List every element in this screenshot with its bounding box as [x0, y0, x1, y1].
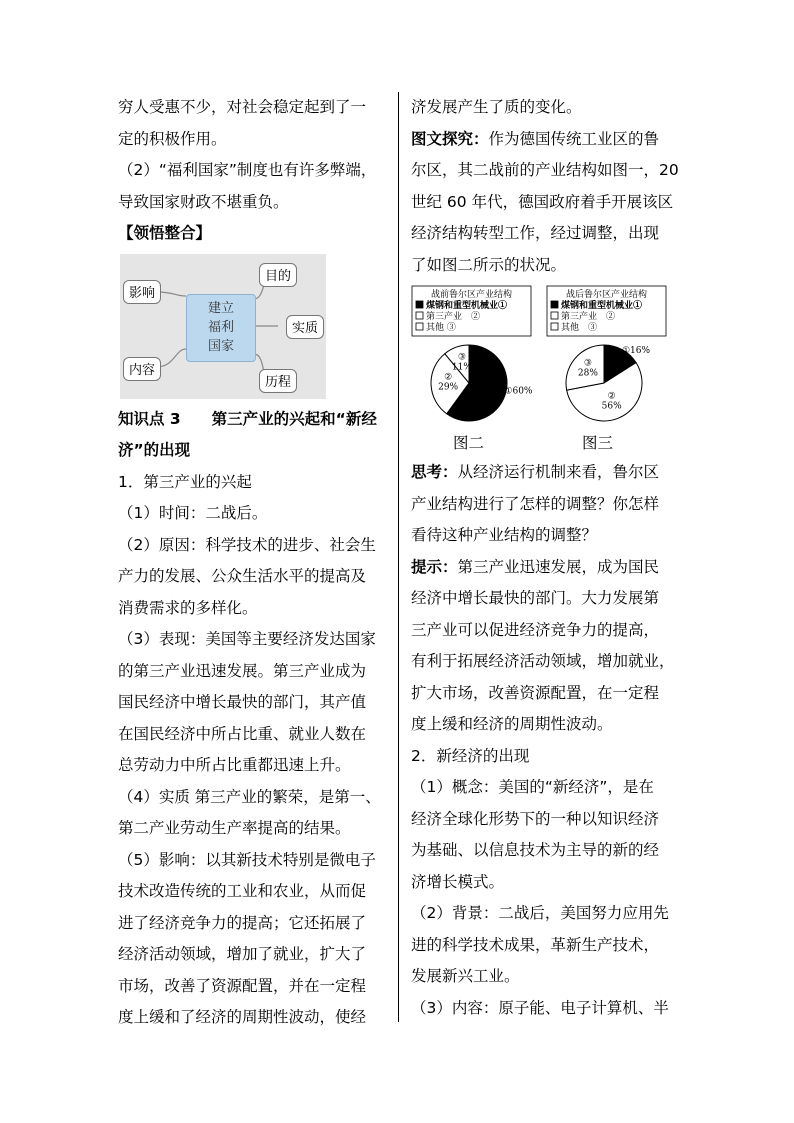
chart-title: 战前鲁尔区产业结构: [430, 290, 513, 300]
text-line: 济增长模式。: [411, 872, 505, 891]
text-line: 度上缓和经济的周期性波动。: [411, 715, 613, 733]
text-line: 第二产业劳动生产率提高的结果。: [118, 819, 351, 837]
chart-title: 战后鲁尔区产业结构: [565, 290, 648, 300]
pie-chart-postwar: [546, 285, 671, 430]
section-heading: 济”的出现: [118, 441, 191, 459]
section-heading: 知识点 3 第三产业的兴起和“新经: [118, 409, 377, 428]
text-line: 发展新兴工业。: [411, 967, 520, 985]
text-line: 看待这种产业结构的调整？: [411, 526, 598, 544]
text-line: 尔区，其二战前的产业结构如图一，20: [411, 161, 679, 179]
text-line: 经济中增长最快的部门。大力发展第: [411, 589, 660, 607]
text-line: 市场，改善了资源配置，并在一定程: [118, 976, 367, 995]
figure-caption: 图三: [582, 434, 614, 452]
mind-map-node-history: 历程: [259, 369, 297, 393]
text-line: 产业结构进行了怎样的调整？你怎样: [411, 494, 660, 513]
text-line: （2）“福利国家”制度也有许多弊端，: [118, 161, 377, 179]
text-line: 在国民经济中所占比重、就业人数在: [118, 724, 367, 743]
mind-map-node-purpose: 目的: [259, 263, 297, 287]
legend-swatch: [416, 323, 423, 330]
slice-label-line: 11%: [451, 362, 472, 373]
mind-map-node-content: 内容: [123, 357, 161, 381]
text-line: （3）内容：原子能、电子计算机、半: [411, 998, 669, 1017]
inline-label: 提示：: [411, 557, 458, 576]
column-divider: [398, 92, 399, 1022]
mind-map-node-influence: 影响: [123, 280, 161, 304]
text-line: 技术改造传统的工业和农业，从而促: [118, 882, 367, 900]
text-line: [411, 124, 686, 156]
text-line: （3）表现：美国等主要经济发达国家: [118, 630, 376, 648]
pie-chart-prewar: [411, 285, 536, 430]
text-line: [411, 552, 686, 584]
mind-map-node-essence: 实质: [286, 315, 324, 339]
text-line: 2．新经济的出现: [411, 746, 530, 765]
text-line: 1．第三产业的兴起: [118, 472, 252, 491]
text-line: 定的积极作用。: [118, 129, 227, 148]
slice-label-line: ②: [444, 372, 453, 383]
text-line: 总劳动力中所占比重都迅速上升。: [118, 756, 351, 774]
legend-swatch: [551, 323, 558, 330]
slice-label-line: 56%: [601, 401, 622, 412]
text-line: 济发展产生了质的变化。: [411, 98, 582, 116]
slice-label: [504, 386, 533, 396]
legend-swatch: [416, 312, 423, 319]
text-line: [411, 457, 686, 489]
text-line: 消费需求的多样化。: [118, 598, 258, 617]
legend-label: 其他 ③: [561, 323, 598, 333]
slice-label-line: ②: [607, 391, 616, 402]
text-line: 进了经济竞争力的提高；它还拓展了: [118, 913, 367, 932]
text-fragment: 从经济运行机制来看，鲁尔区: [457, 463, 660, 481]
mind-map-center-line: 国家: [207, 338, 234, 354]
mind-map: [120, 254, 326, 399]
right-column: [411, 92, 686, 1024]
text-line: 导致国家财政不堪重负。: [118, 192, 289, 211]
text-line: （1）概念：美国的“新经济”，是在: [411, 778, 654, 796]
text-line: （2）背景：二战后，美国努力应用先: [411, 904, 669, 922]
text-line: （2）原因：科学技术的进步、社会生: [118, 535, 376, 554]
text-line: 进的科学技术成果，革新生产技术，: [411, 935, 660, 954]
text-line: 穷人受惠不少，对社会稳定起到了一: [118, 98, 367, 116]
legend-swatch: [551, 301, 558, 308]
slice-label-line: ①16%: [621, 346, 651, 356]
inline-label: 思考：: [411, 463, 458, 481]
text-line: 经济全球化形势下的一种以知识经济: [411, 809, 660, 828]
text-line: 经济结构转型工作，经过调整，出现: [411, 224, 660, 242]
legend-label: 煤钢和重型机械业①: [561, 301, 643, 311]
text-line: 世纪 60 年代，德国政府着手开展该区: [411, 192, 674, 211]
figure-caption: 图二: [453, 434, 485, 452]
text-line: （5）影响：以其新技术特别是微电子: [118, 850, 376, 869]
legend-swatch: [551, 312, 558, 319]
legend-label: 煤钢和重型机械业①: [426, 301, 508, 311]
legend-swatch: [416, 301, 423, 308]
slice-label-line: ③: [583, 358, 592, 369]
left-column: [118, 92, 388, 1034]
text-fragment: 作为德国传统工业区的鲁: [488, 129, 660, 148]
text-line: 的第三产业迅速发展。第三产业成为: [118, 661, 367, 680]
text-line: 扩大市场，改善资源配置，在一定程: [411, 683, 660, 702]
text-line: 三产业可以促进经济竞争力的提高，: [411, 620, 660, 639]
mind-map-center-line: 建立: [207, 300, 234, 316]
mind-map-center-line: 福利: [207, 319, 234, 335]
text-line: 经济活动领域，增加了就业，扩大了: [118, 945, 367, 963]
text-fragment: 第三产业迅速发展，成为国民: [457, 557, 660, 576]
slice-label-line: ①60%: [504, 386, 533, 397]
slice-label-line: 28%: [577, 368, 598, 379]
mind-map-center: [186, 294, 256, 362]
slice-label: [622, 346, 651, 356]
section-label: 【领悟整合】: [118, 224, 212, 242]
slice-label-line: 29%: [438, 382, 459, 393]
inline-label: 图文探究：: [411, 129, 489, 148]
legend-label: 其他 ③: [426, 323, 456, 333]
text-line: 国民经济中增长最快的部门，其产值: [118, 693, 367, 711]
legend-label: 第三产业 ②: [561, 312, 616, 322]
text-line: 为基础、以信息技术为主导的新的经: [411, 841, 660, 859]
text-line: （4）实质 第三产业的繁荣，是第一、: [118, 787, 381, 806]
text-line: 了如图二所示的状况。: [411, 255, 567, 274]
text-line: （1）时间：二战后。: [118, 504, 268, 522]
left-body: [118, 467, 388, 1034]
text-line: 有利于拓展经济活动领域，增加就业，: [411, 652, 675, 670]
slice-label-line: ③: [457, 352, 466, 363]
text-line: 产力的发展、公众生活水平的提高及: [118, 567, 367, 585]
right-body: [411, 457, 686, 1024]
pie-charts: [411, 285, 686, 457]
text-line: 度上缓和了经济的周期性波动，使经: [118, 1008, 367, 1026]
legend-label: 第三产业 ②: [426, 312, 481, 322]
